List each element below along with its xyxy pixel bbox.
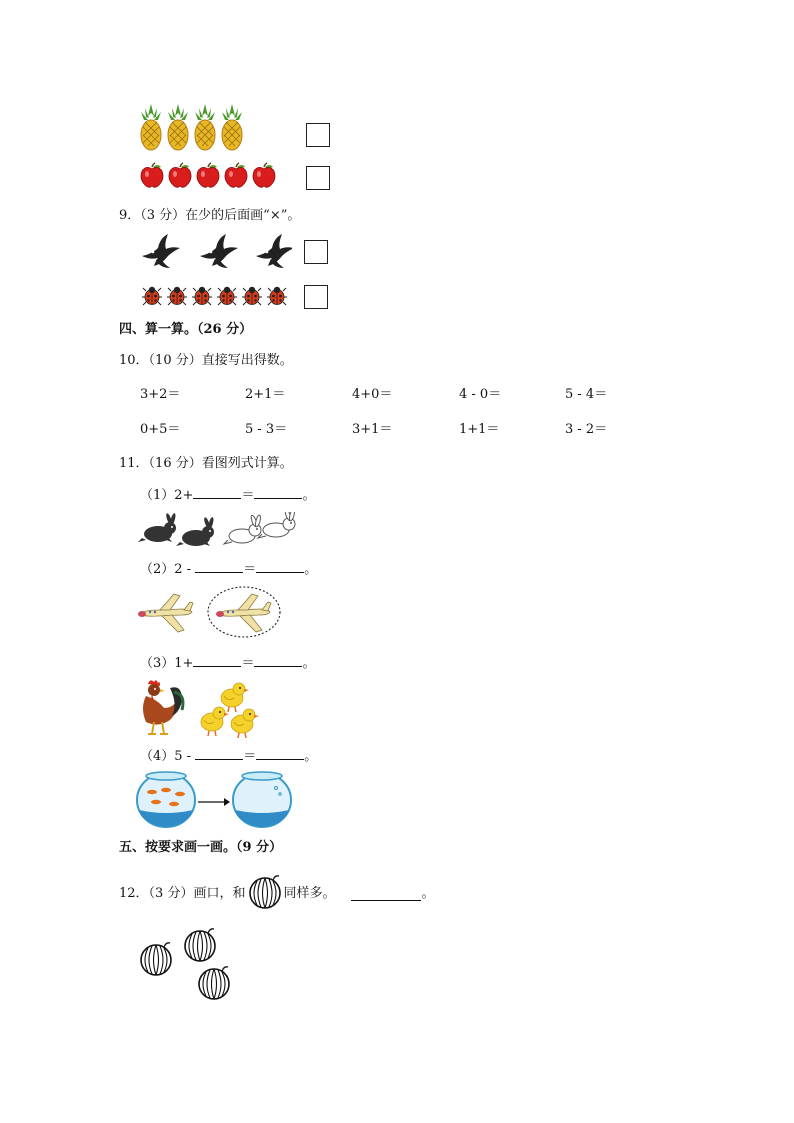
swallow-row — [142, 234, 292, 270]
calc-item: 4+0＝ — [352, 387, 393, 402]
apple-icon — [225, 163, 247, 187]
rabbit-picture — [138, 512, 298, 548]
section-4-heading: 四、算一算。（26 分） — [119, 322, 253, 337]
calc-item: 3 - 2＝ — [565, 422, 608, 437]
pineapple-icon — [222, 104, 242, 150]
question-9-title: 9．（3 分）在少的后面画“×”。 — [119, 208, 301, 223]
part-1-prefix: （1）2+ — [140, 488, 194, 503]
chick-icon — [201, 707, 229, 736]
part-3-equation — [140, 654, 315, 672]
calc-item: 4 - 0＝ — [459, 387, 502, 402]
calc-item: 3+1＝ — [352, 422, 393, 437]
answer-box-ladybug[interactable] — [304, 285, 328, 309]
question-12-prefix: 12．（3 分）画口，和 — [119, 886, 246, 901]
answer-box-apple[interactable] — [306, 166, 330, 190]
watermelon-icon — [247, 872, 283, 910]
ladybug-icon — [142, 287, 162, 305]
chicken-picture — [136, 676, 266, 738]
ladybug-icon — [167, 287, 187, 305]
watermelon-icon — [185, 929, 215, 961]
pineapple-icon — [195, 104, 215, 150]
equals-sign: ＝ — [241, 656, 255, 671]
calc-item: 5 - 4＝ — [565, 387, 608, 402]
apple-icon — [197, 163, 219, 187]
apple-icon — [141, 163, 163, 187]
answer-blank[interactable] — [193, 486, 241, 499]
question-10-title: 10．（10 分）直接写出得数。 — [119, 353, 293, 368]
part-2-equation — [140, 560, 317, 578]
answer-blank[interactable] — [195, 747, 243, 760]
answer-blank[interactable] — [351, 888, 421, 901]
answer-blank[interactable] — [256, 747, 304, 760]
plane-picture — [136, 584, 286, 640]
ladybug-icon — [192, 287, 212, 305]
answer-box-pineapple[interactable] — [306, 123, 330, 147]
chick-icon — [221, 683, 249, 712]
swallow-icon — [142, 234, 180, 268]
period: 。 — [302, 488, 316, 503]
calc-item: 2+1＝ — [245, 387, 286, 402]
part-2-prefix: （2）2 - — [140, 562, 196, 577]
rabbit-icon — [258, 512, 295, 538]
rabbit-icon — [176, 517, 214, 546]
part-1-equation — [140, 486, 315, 504]
period: 。 — [304, 562, 318, 577]
equals-sign: ＝ — [243, 749, 257, 764]
part-4-prefix: （4）5 - — [140, 749, 196, 764]
question-11-title: 11．（16 分）看图列式计算。 — [119, 456, 293, 471]
answer-box-swallow[interactable] — [304, 240, 328, 264]
apple-row — [140, 162, 280, 190]
answer-blank[interactable] — [254, 654, 302, 667]
part-3-prefix: （3）1+ — [140, 656, 194, 671]
plane-icon — [138, 594, 193, 632]
calc-item: 1+1＝ — [459, 422, 500, 437]
ladybug-row — [142, 284, 292, 308]
ladybug-icon — [217, 287, 237, 305]
fishbowl-empty-icon — [233, 772, 291, 827]
arrow-head-icon — [224, 798, 230, 806]
answer-blank[interactable] — [195, 560, 243, 573]
part-4-equation — [140, 747, 317, 765]
apple-icon — [253, 163, 275, 187]
section-5-heading: 五、按要求画一画。（9 分） — [119, 840, 283, 855]
equals-sign: ＝ — [241, 488, 255, 503]
fishbowl-full-icon — [137, 772, 195, 827]
chick-icon — [231, 709, 259, 738]
ladybug-icon — [242, 287, 262, 305]
question-12-line — [119, 886, 434, 902]
rabbit-icon — [224, 515, 261, 544]
answer-blank[interactable] — [256, 560, 304, 573]
period: 。 — [302, 656, 316, 671]
calc-item: 5 - 3＝ — [245, 422, 288, 437]
pineapple-icon — [168, 104, 188, 150]
fishbowl-picture — [136, 770, 296, 830]
answer-blank[interactable] — [254, 486, 302, 499]
question-12-suffix: 同样多。 — [283, 886, 336, 901]
swallow-icon — [256, 234, 292, 268]
plane-icon — [216, 594, 271, 632]
equals-sign: ＝ — [243, 562, 257, 577]
watermelon-group — [138, 926, 248, 1006]
answer-blank[interactable] — [193, 654, 241, 667]
apple-icon — [169, 163, 191, 187]
rabbit-icon — [138, 513, 176, 542]
calc-item: 0+5＝ — [140, 422, 181, 437]
pineapple-icon — [141, 104, 161, 150]
rooster-icon — [143, 680, 183, 734]
swallow-icon — [200, 234, 238, 268]
watermelon-icon — [199, 967, 229, 999]
period: 。 — [304, 749, 318, 764]
calc-item: 3+2＝ — [140, 387, 181, 402]
pineapple-row — [137, 100, 277, 152]
period: 。 — [421, 886, 435, 901]
watermelon-icon — [141, 943, 171, 975]
ladybug-icon — [267, 287, 287, 305]
